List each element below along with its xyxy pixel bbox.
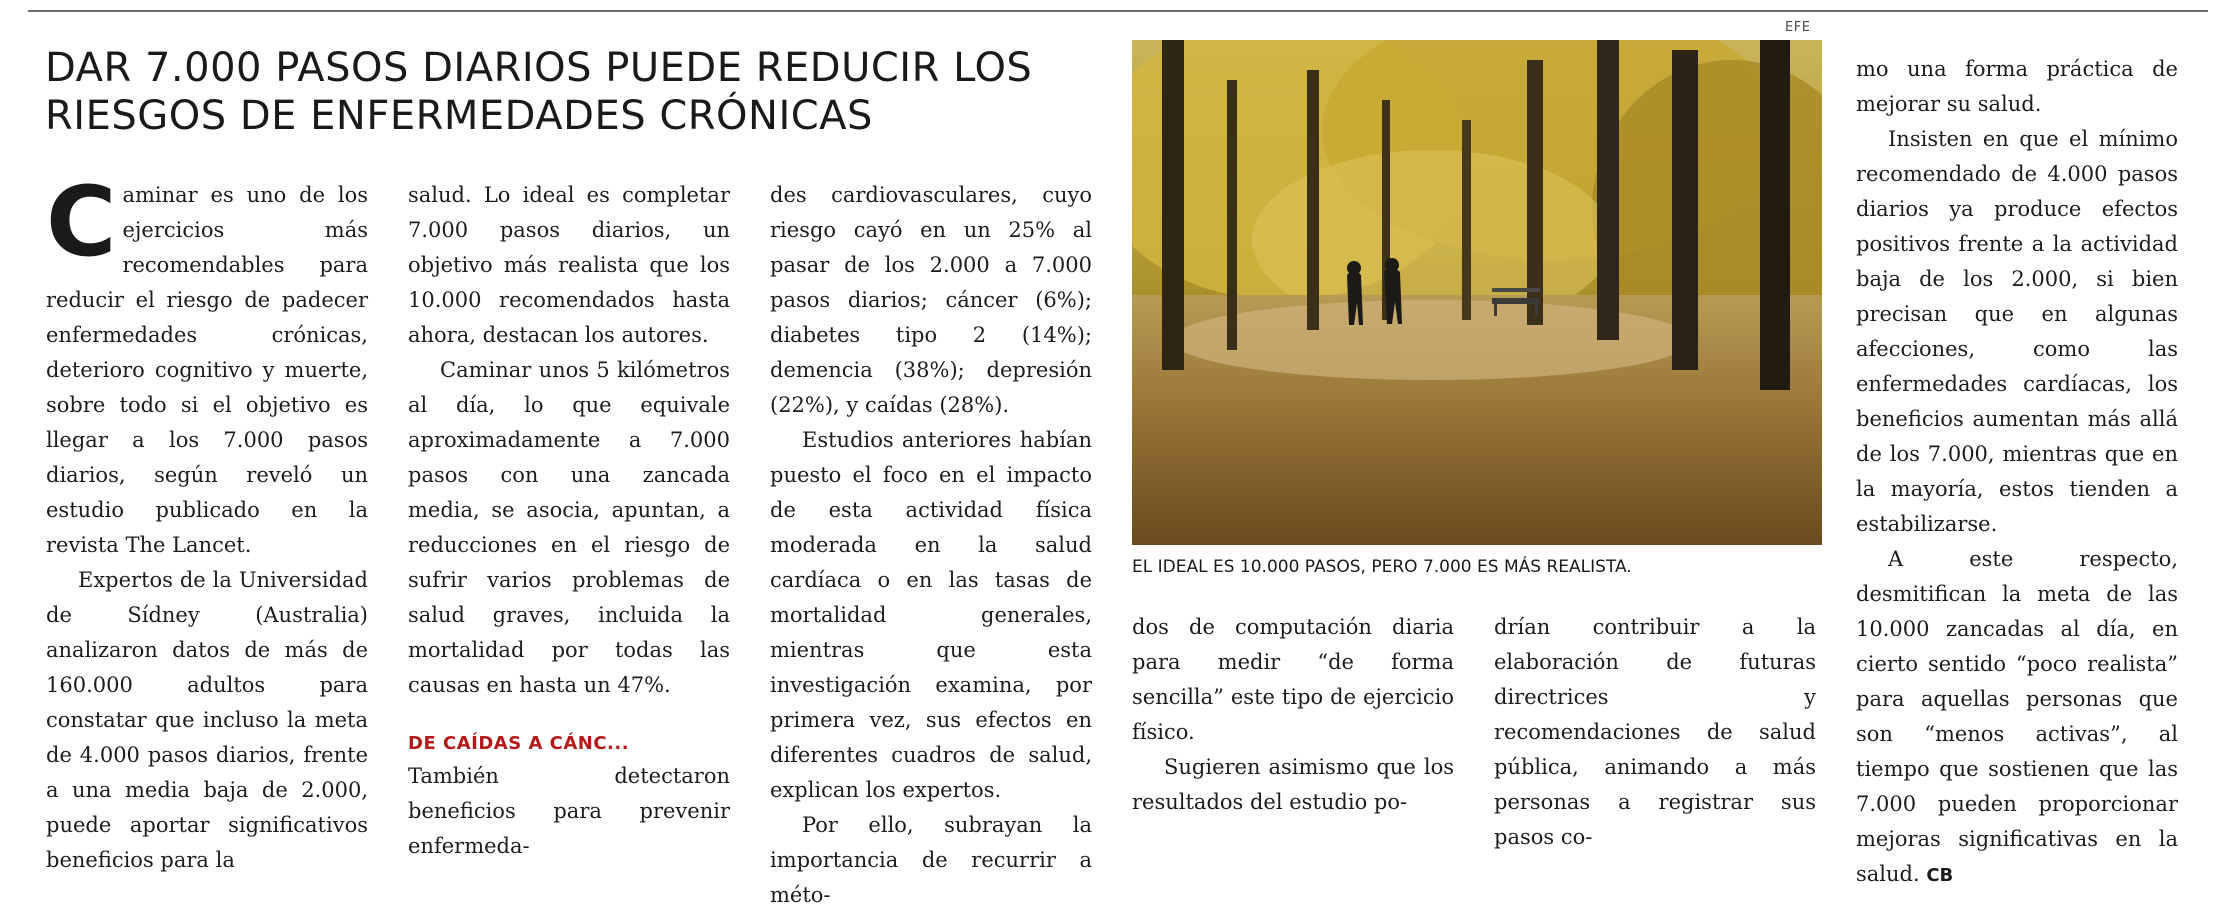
paragraph — [1856, 542, 2178, 893]
photo-credit: EFE — [1785, 20, 1811, 35]
column-6 — [1856, 52, 2178, 893]
drop-cap: C — [46, 166, 117, 278]
column-4 — [1132, 610, 1454, 820]
paragraph-text: A este respecto, desmitifican la meta de las 10.000 zancadas al día, en cierto sentido “poco realista” para aquellas personas que son “menos activas”, al tiempo que sostienen que las 7.000 pueden proporcionar mejoras significativas en la salud. — [1856, 547, 2178, 886]
paragraph: Por ello, subrayan la importancia de recurrir a méto- — [770, 813, 1092, 907]
paragraph: Sugieren asimismo que los resultados del estudio po- — [1132, 755, 1454, 814]
column-5 — [1494, 610, 1816, 855]
headline: DAR 7.000 PASOS DIARIOS PUEDE REDUCIR LOS RIESGOS DE ENFERMEDADES CRÓNICAS — [45, 45, 1033, 139]
paragraph: Expertos de la Universidad de Sídney (Australia) analizaron datos de más de 160.000 adultos para constatar que incluso la meta de 4.000 pasos diarios, frente a una media baja de 2.000, puede aportar significativos beneficios para la — [46, 568, 368, 872]
paragraph: drían contribuir a la elaboración de futuras directrices y recomendaciones de salud pública, animando a más personas a registrar sus pasos co- — [1494, 615, 1816, 849]
photo-caption: EL IDEAL ES 10.000 PASOS, PERO 7.000 ES MÁS REALISTA. — [1132, 557, 1632, 577]
end-mark: CB — [1926, 865, 1954, 886]
paragraph: Caminar unos 5 kilómetros al día, lo que equivale aproximadamente a 7.000 pasos con una zancada media, se asocia, apuntan, a reducciones en el riesgo de sufrir varios problemas de salud graves, incluida la mortalidad por todas las causas en hasta un 47%. — [408, 358, 730, 697]
paragraph: dos de computación diaria para medir “de forma sencilla” este tipo de ejercicio físico. — [1132, 615, 1454, 744]
column-2 — [408, 178, 730, 864]
autumn-park-photo — [1132, 40, 1822, 545]
photo-illustration — [1132, 40, 1822, 545]
paragraph — [46, 166, 368, 563]
paragraph-text: aminar es uno de los ejercicios más recomendables para reducir el riesgo de padecer enfermedades crónicas, deterioro cognitivo y muerte, sobre todo si el objetivo es llegar a los 7.000 pasos diarios, según reveló un estudio publicado en la revista The Lancet. — [46, 183, 368, 557]
column-1 — [46, 166, 368, 878]
paragraph: des cardiovasculares, cuyo riesgo cayó en un 25% al pasar de los 2.000 a 7.000 pasos diarios; cáncer (6%); diabetes tipo 2 (14%); demencia (38%); depresión (22%), y caídas (28%). — [770, 183, 1092, 417]
section-subhead: DE CAÍDAS A CÁNC... — [408, 733, 630, 754]
paragraph: También detectaron beneficios para prevenir enfermeda- — [408, 764, 730, 858]
column-3 — [770, 178, 1092, 913]
paragraph: mo una forma práctica de mejorar su salud. — [1856, 57, 2178, 116]
top-rule — [28, 10, 2208, 12]
paragraph: Estudios anteriores habían puesto el foco en el impacto de esta actividad física moderada en la salud cardíaca o en las tasas de mortalidad generales, mientras que esta investigación examina, por primera vez, sus efectos en diferentes cuadros de salud, explican los expertos. — [770, 428, 1092, 802]
paragraph: Insisten en que el mínimo recomendado de 4.000 pasos diarios ya produce efectos positivos frente a la actividad baja de los 2.000, si bien precisan que en algunas afecciones, como las enfermedades cardíacas, los beneficios aumentan más allá de los 7.000, mientras que en la mayoría, estos tienden a estabilizarse. — [1856, 127, 2178, 536]
paragraph: salud. Lo ideal es completar 7.000 pasos diarios, un objetivo más realista que los 10.000 recomendados hasta ahora, destacan los autores. — [408, 183, 730, 347]
